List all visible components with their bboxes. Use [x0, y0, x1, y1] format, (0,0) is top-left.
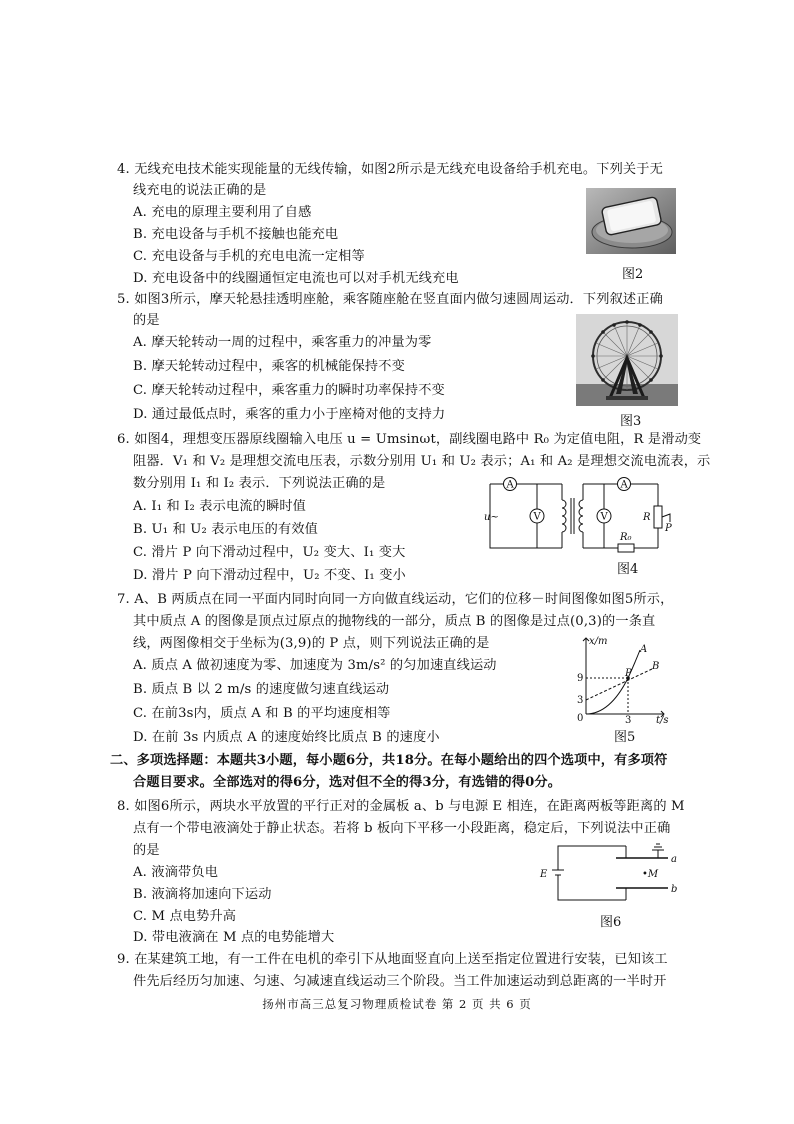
q8-stem-line3: 的是 — [133, 843, 160, 858]
q6-option-d: D. 滑片 P 向下滑动过程中，U₂ 不变、I₁ 变小 — [133, 568, 406, 583]
figure-5-xt-graph — [572, 632, 672, 724]
figure-5-caption: 图5 — [614, 730, 636, 745]
q7-option-b: B. 质点 B 以 2 m/s 的速度做匀速直线运动 — [133, 682, 390, 697]
rheostat-r-label: R — [643, 512, 651, 523]
q6-option-a: A. I₁ 和 I₂ 表示电流的瞬时值 — [133, 499, 307, 514]
graph-y-axis-label: x/m — [589, 636, 608, 647]
q5-stem-line1: 5. 如图3所示，摩天轮悬挂透明座舱，乘客随座舱在竖直面内做匀速圆周运动．下列叙述正确 — [117, 292, 663, 307]
q4-stem-line2: 线充电的说法正确的是 — [133, 183, 267, 198]
q4-option-a: A. 充电的原理主要利用了自感 — [133, 205, 312, 220]
q9-stem-line2: 件先后经历匀加速、匀速、匀减速直线运动三个阶段。当工件加速运动到总距离的一半时开 — [133, 974, 667, 989]
slider-p-label: P — [665, 523, 672, 534]
q4-stem-line1: 4. 无线充电技术能实现能量的无线传输，如图2所示是无线充电设备给手机充电。下列关于无 — [117, 162, 663, 177]
source-e-label: E — [540, 869, 548, 880]
graph-x-axis-label: t/s — [656, 715, 669, 724]
figure-3-ferris-wheel-photo — [576, 314, 678, 406]
figure-4-caption: 图4 — [617, 562, 639, 577]
tick-origin: 0 — [577, 713, 584, 724]
q7-stem-line1: 7. A、B 两质点在同一平面内同时向同一方向做直线运动，它们的位移－时间图像如图5所示， — [117, 592, 674, 607]
voltmeter-v2-label: V — [600, 511, 608, 523]
q4-option-c: C. 充电设备与手机的充电电流一定相等 — [133, 249, 365, 264]
point-m-label: •M — [642, 869, 659, 880]
section-2-heading-line1: 二、多项选择题：本题共3小题，每小题6分，共18分。在每小题给出的四个选项中，有多项符 — [110, 753, 668, 768]
plate-b-label: b — [671, 884, 678, 895]
q6-stem-line2: 阻器．V₁ 和 V₂ 是理想交流电压表，示数分别用 U₁ 和 U₂ 表示；A₁ 和 A₂ 是理想交流电流表，示 — [133, 454, 711, 469]
q4-option-b: B. 充电设备与手机不接触也能充电 — [133, 227, 339, 242]
figure-2-caption: 图2 — [622, 267, 644, 282]
plate-a-label: a — [671, 854, 677, 865]
figure-6-capacitor-circuit — [536, 842, 682, 908]
ammeter-a1-label: A — [506, 479, 514, 491]
q7-stem-line2: 其中质点 A 的图像是顶点过原点的抛物线的一部分，质点 B 的图像是过点(0,3)的一条直 — [133, 614, 656, 629]
q8-option-b: B. 液滴将加速向下运动 — [133, 887, 272, 902]
q6-stem-line3: 数分别用 I₁ 和 I₂ 表示．下列说法正确的是 — [133, 476, 386, 491]
q7-option-a: A. 质点 A 做初速度为零、加速度为 3m/s² 的匀加速直线运动 — [133, 658, 497, 673]
q6-option-c: C. 滑片 P 向下滑动过程中，U₂ 变大、I₁ 变大 — [133, 545, 406, 560]
figure-2-charger-photo — [586, 188, 676, 254]
q6-option-b: B. U₁ 和 U₂ 表示电压的有效值 — [133, 522, 318, 537]
ammeter-a2-label: A — [620, 479, 628, 491]
tick-x3: 3 — [625, 715, 632, 724]
q5-stem-line2: 的是 — [133, 313, 160, 328]
q5-option-d: D. 通过最低点时，乘客的重力小于座椅对他的支持力 — [133, 407, 446, 422]
q8-stem-line1: 8. 如图6所示，两块水平放置的平行正对的金属板 a、b 与电源 E 相连，在距离两板等距离的 M — [117, 799, 685, 814]
curve-a-label: A — [640, 644, 648, 655]
q5-option-b: B. 摩天轮转动过程中，乘客的机械能保持不变 — [133, 359, 405, 374]
tick-y9: 9 — [577, 673, 584, 684]
figure-3-caption: 图3 — [620, 414, 642, 429]
q9-stem-line1: 9. 在某建筑工地，有一工件在电机的牵引下从地面竖直向上送至指定位置进行安装，已知该工 — [117, 952, 668, 967]
voltmeter-v1-label: V — [533, 511, 541, 523]
q8-option-a: A. 液滴带负电 — [133, 865, 219, 880]
page-footer: 扬州市高三总复习物理质检试卷 第 2 页 共 6 页 — [262, 997, 532, 1011]
point-p-label: P — [625, 668, 632, 679]
line-b-label: B — [652, 661, 660, 672]
q5-option-c: C. 摩天轮转动过程中，乘客重力的瞬时功率保持不变 — [133, 383, 445, 398]
q7-stem-line3: 线，两图像相交于坐标为(3,9)的 P 点，则下列说法正确的是 — [133, 636, 490, 651]
q6-stem-line1: 6. 如图4，理想变压器原线圈输入电压 u = Umsinωt，副线圈电路中 R₀ 为定值电阻，R 是滑动变 — [117, 432, 702, 447]
q4-option-d: D. 充电设备中的线圈通恒定电流也可以对手机无线充电 — [133, 271, 459, 286]
tick-y3: 3 — [577, 695, 584, 706]
figure-6-caption: 图6 — [600, 915, 622, 930]
q7-option-d: D. 在前 3s 内质点 A 的速度始终比质点 B 的速度小 — [133, 730, 440, 745]
q8-stem-line2: 点有一个带电液滴处于静止状态。若将 b 板向下平移一小段距离，稳定后，下列说法中正确 — [133, 821, 671, 836]
figure-4-transformer-circuit — [482, 476, 678, 556]
resistor-r0-label: R₀ — [620, 532, 632, 543]
section-2-heading-line2: 合题目要求。全部选对的得6分，选对但不全的得3分，有选错的得0分。 — [133, 775, 562, 790]
q7-option-c: C. 在前3s内，质点 A 和 B 的平均速度相等 — [133, 706, 391, 721]
q8-option-d: D. 带电液滴在 M 点的电势能增大 — [133, 930, 335, 945]
source-u-label: u~ — [484, 512, 499, 523]
q8-option-c: C. M 点电势升高 — [133, 909, 237, 924]
q5-option-a: A. 摩天轮转动一周的过程中，乘客重力的冲量为零 — [133, 335, 432, 350]
